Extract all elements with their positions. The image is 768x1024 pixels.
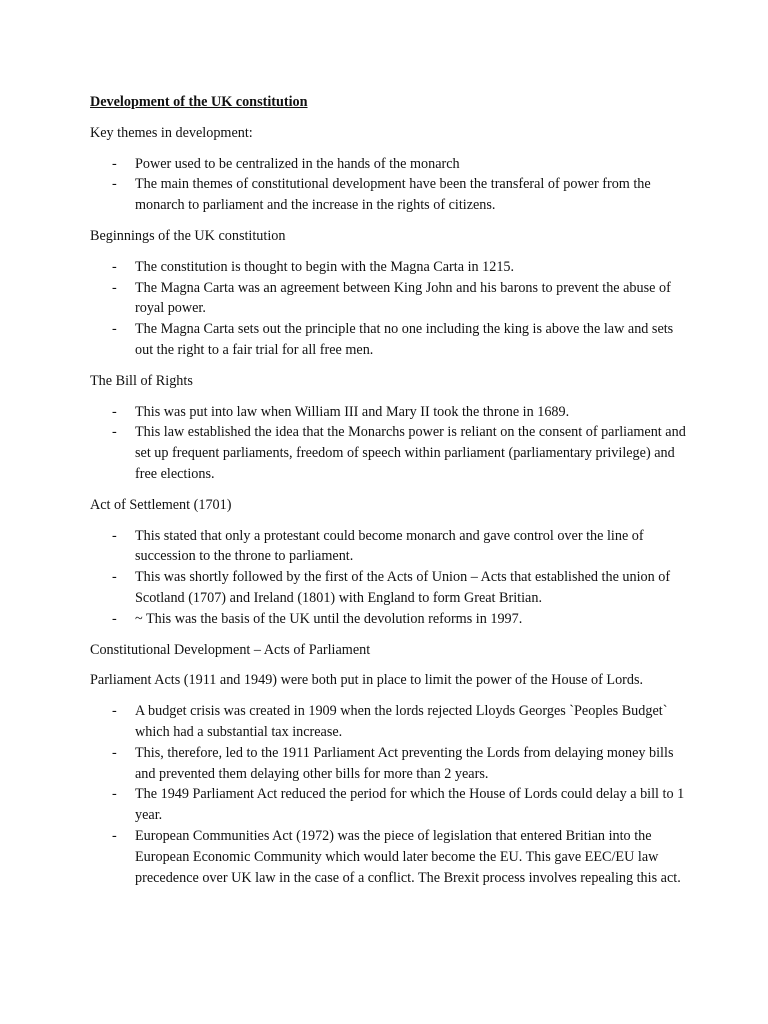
section-heading-acts-of-parliament: Constitutional Development – Acts of Parliament xyxy=(90,641,371,658)
list-item-text: This was put into law when William III and Mary II took the throne in 1689. xyxy=(135,403,570,420)
section-heading-key-themes: Key themes in development: xyxy=(90,124,253,141)
dash-bullet: - xyxy=(112,176,117,193)
list-item-text: The Magna Carta was an agreement between King John and his barons to prevent the abuse of royal power. xyxy=(135,279,671,317)
dash-bullet: - xyxy=(112,527,117,544)
list-item xyxy=(90,174,690,216)
list-item xyxy=(90,319,690,361)
dash-bullet: - xyxy=(112,258,117,275)
dash-bullet: - xyxy=(112,703,117,720)
list-item-text: The Magna Carta sets out the principle that no one including the king is above the law and sets out the right to a fair trial for all free men. xyxy=(135,321,674,358)
list-item xyxy=(90,154,690,175)
dash-bullet: - xyxy=(112,424,117,441)
list-item-text: This was shortly followed by the first of the Acts of Union – Acts that established the union of Scotland (1707) and Ireland (1801) with England to form Great Britian. xyxy=(135,569,671,606)
document-page xyxy=(90,92,690,898)
dash-bullet: - xyxy=(112,610,117,627)
section-heading-beginnings: Beginnings of the UK constitution xyxy=(90,227,286,244)
list-item xyxy=(90,701,690,743)
list-item-text: The main themes of constitutional development have been the transferal of power from the monarch to parliament and the increase in the rights of citizens. xyxy=(135,176,651,214)
list-item-text: European Communities Act (1972) was the piece of legislation that entered Britian into the European Economic Community which would later become the EU. This gave EEC/EU law precedence over UK law in the case of a conflict. The Brexit process involves repealing this act. xyxy=(135,827,681,886)
list-item xyxy=(90,826,690,888)
section-heading-bill-of-rights: The Bill of Rights xyxy=(90,372,193,389)
list-item xyxy=(90,402,690,423)
list-item-text: The 1949 Parliament Act reduced the period for which the House of Lords could delay a bill to 1 year. xyxy=(135,786,685,824)
dash-bullet: - xyxy=(112,155,117,172)
list-item xyxy=(90,422,690,484)
list-item-text: The constitution is thought to begin with the Magna Carta in 1215. xyxy=(135,258,515,275)
dash-bullet: - xyxy=(112,403,117,420)
list-item-text: A budget crisis was created in 1909 when the lords rejected Lloyds Georges `Peoples Budget` which had a substantial tax increase. xyxy=(135,703,668,740)
dash-bullet: - xyxy=(112,786,117,803)
list-item-text: This law established the idea that the Monarchs power is reliant on the consent of parliament and set up frequent parliaments, freedom of speech within parliament (parliamentary privilege) and free elections. xyxy=(135,424,686,482)
list-item xyxy=(90,278,690,320)
list-item-text: This, therefore, led to the 1911 Parliament Act preventing the Lords from delaying money bills and prevented them delaying other bills for more than 2 years. xyxy=(135,744,674,782)
section-heading-act-of-settlement: Act of Settlement (1701) xyxy=(90,496,232,513)
list-item-text: Power used to be centralized in the hands of the monarch xyxy=(135,155,460,172)
list-item xyxy=(90,526,690,568)
list-item xyxy=(90,784,690,826)
bullet-list-act-of-settlement xyxy=(90,526,690,630)
bullet-list-key-themes xyxy=(90,154,690,216)
list-item xyxy=(90,257,690,278)
document-title: Development of the UK constitution xyxy=(90,94,308,110)
dash-bullet: - xyxy=(112,827,117,844)
list-item xyxy=(90,743,690,785)
paragraph-parliament-acts: Parliament Acts (1911 and 1949) were both put in place to limit the power of the House of Lords. xyxy=(90,672,644,689)
list-item xyxy=(90,567,690,609)
bullet-list-beginnings xyxy=(90,257,690,361)
list-item-text: This stated that only a protestant could become monarch and gave control over the line of succession to the throne to parliament. xyxy=(135,527,644,565)
dash-bullet: - xyxy=(112,744,117,761)
list-item-text: ~ This was the basis of the UK until the devolution reforms in 1997. xyxy=(135,610,523,627)
dash-bullet: - xyxy=(112,321,117,338)
dash-bullet: - xyxy=(112,569,117,586)
bullet-list-parliament-acts xyxy=(90,701,690,888)
dash-bullet: - xyxy=(112,279,117,296)
bullet-list-bill-of-rights xyxy=(90,402,690,485)
list-item xyxy=(90,609,690,630)
